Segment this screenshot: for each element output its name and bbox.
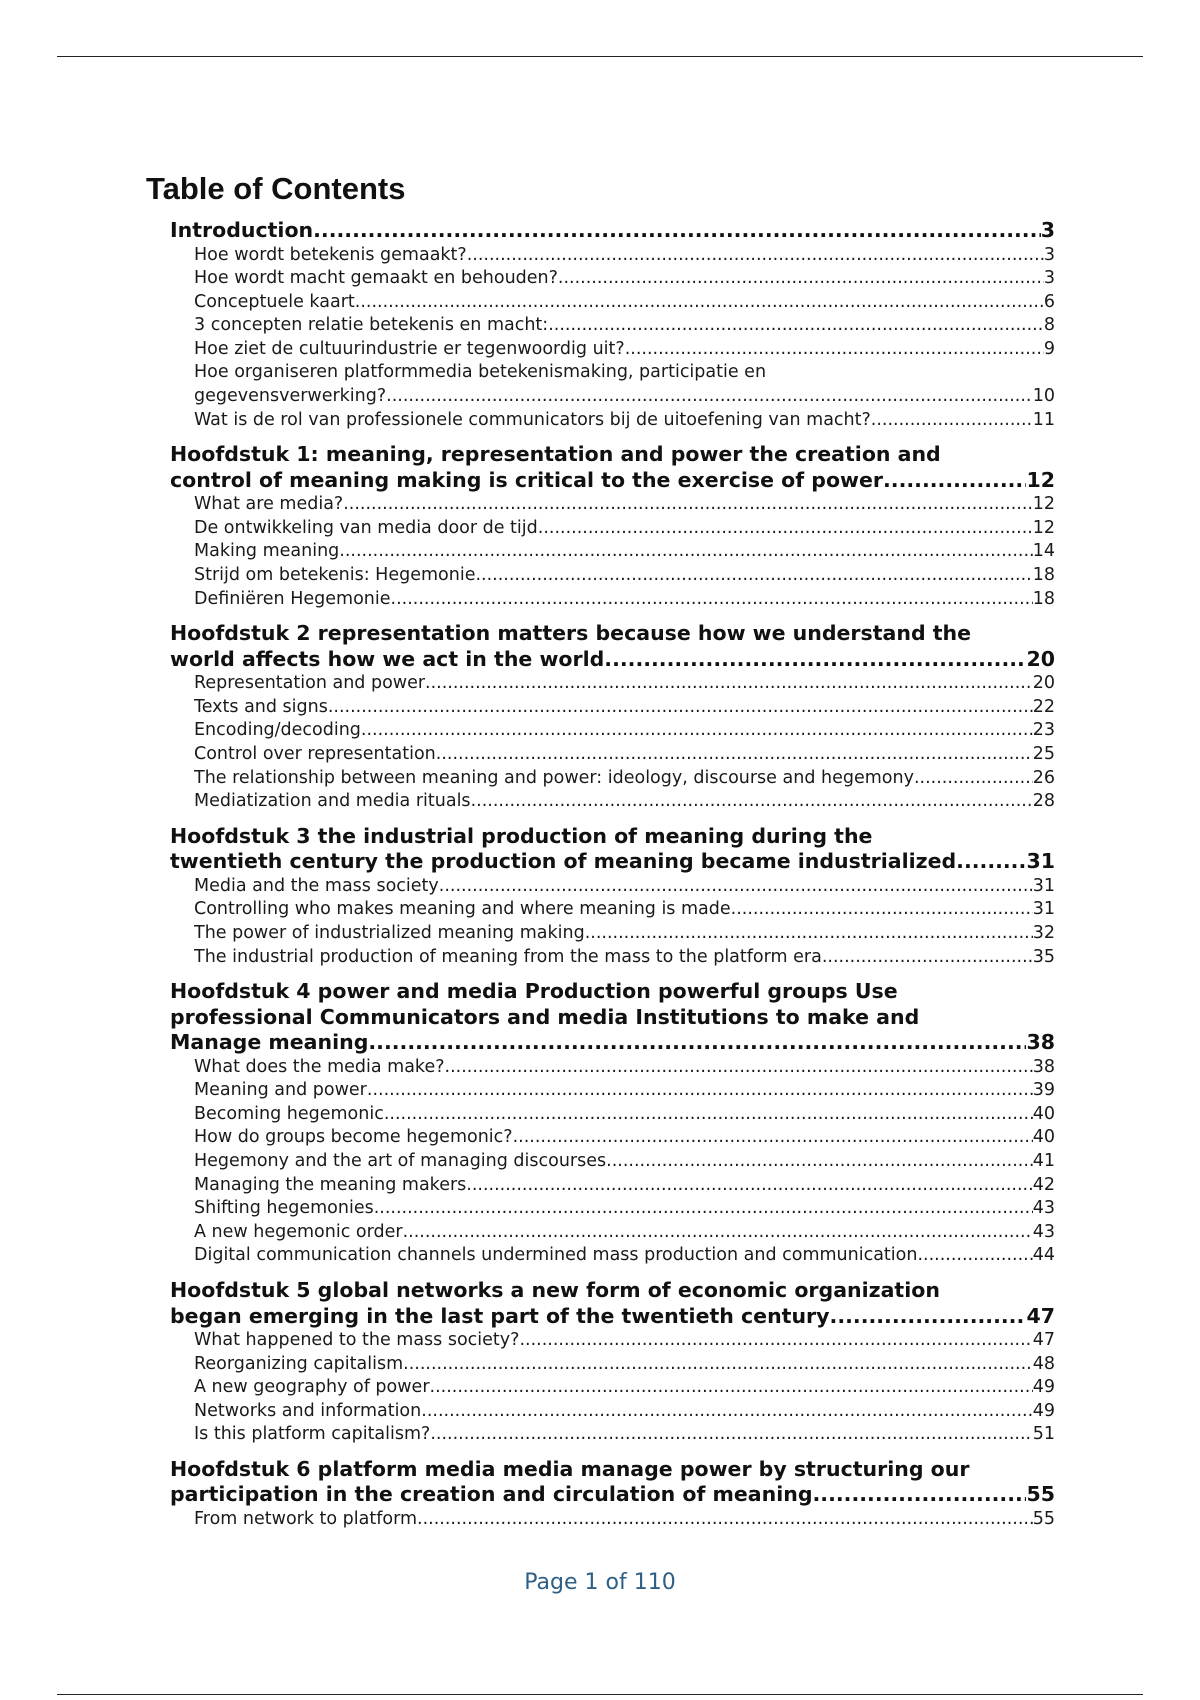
toc-chapter-title: twentieth century the production of meaning became industrialized (170, 849, 957, 874)
toc-section[interactable] (194, 1197, 1055, 1221)
toc-chapter[interactable] (170, 824, 1055, 875)
toc-chapter-title: Manage meaning (170, 1030, 369, 1055)
toc-section-title: Media and the mass society (194, 875, 439, 896)
toc-section-entry (194, 1508, 1055, 1532)
toc-section-page-number: 42 (1032, 1174, 1055, 1195)
toc-section[interactable] (194, 267, 1055, 291)
toc-section[interactable] (194, 1400, 1055, 1424)
toc-section-entry (194, 1174, 1055, 1198)
toc-section-entry (194, 1244, 1055, 1268)
toc-chapter-title: world affects how we act in the world (170, 646, 605, 671)
toc-chapter[interactable] (170, 979, 1055, 1056)
toc-section[interactable] (194, 719, 1055, 743)
toc-section-title: Controlling who makes meaning and where meaning is made (194, 899, 731, 920)
toc-section-page-number: 3 (1043, 268, 1055, 289)
dot-leader (430, 1376, 1033, 1400)
toc-section-entry (194, 1353, 1055, 1377)
toc-section[interactable] (194, 1244, 1055, 1268)
toc-section-page-number: 20 (1032, 673, 1055, 694)
toc-section[interactable] (194, 1221, 1055, 1245)
toc-section-title: Representation and power (194, 673, 426, 694)
toc-section-entry (194, 946, 1055, 970)
toc-chapter-title: Introduction (170, 218, 314, 242)
dot-leader (513, 1126, 1033, 1150)
toc-section-entry (194, 1197, 1055, 1221)
toc-section-title: Making meaning (194, 541, 340, 562)
toc-section-entry (194, 338, 1055, 362)
toc-section-page-number: 49 (1032, 1400, 1055, 1421)
toc-section[interactable] (194, 1079, 1055, 1103)
toc-section-title: Shifting hegemonies (194, 1198, 374, 1219)
toc-section[interactable] (194, 540, 1055, 564)
toc-section-entry (194, 922, 1055, 946)
toc-section-page-number: 40 (1032, 1103, 1055, 1124)
dot-leader (604, 647, 1026, 673)
toc-section-page-number: 12 (1032, 517, 1055, 538)
toc-section[interactable] (194, 588, 1055, 612)
toc-section-entry (194, 1103, 1055, 1127)
toc-chapter-entry (170, 468, 1055, 494)
toc-section-page-number: 44 (1032, 1245, 1055, 1266)
toc-section-page-number: 41 (1032, 1151, 1055, 1172)
toc-section-page-number: 26 (1032, 767, 1055, 788)
toc-chapter-title-line: Hoofdstuk 1: meaning, representation and power the creation and (170, 442, 941, 467)
toc-section-entry (194, 314, 1055, 338)
toc-section-entry (194, 1126, 1055, 1150)
footer-rule (57, 1694, 1143, 1695)
page-indicator: Page 1 of 110 (524, 1570, 676, 1595)
dot-leader (328, 696, 1033, 720)
toc-chapter-page-number: 3 (1040, 218, 1055, 242)
toc-section-page-number: 6 (1043, 291, 1055, 312)
toc-section-title: How do groups become hegemonic? (194, 1127, 513, 1148)
toc-section-page-number: 38 (1032, 1056, 1055, 1077)
toc-section-page-number: 8 (1043, 315, 1055, 336)
dot-leader (956, 849, 1026, 875)
toc-chapter-entry (170, 647, 1055, 673)
dot-leader (355, 291, 1044, 315)
toc-section-entry (194, 719, 1055, 743)
toc-section[interactable] (194, 875, 1055, 899)
toc-section-page-number: 18 (1032, 588, 1055, 609)
toc-chapter-title-line: Hoofdstuk 6 platform media media manage power by structuring our (170, 1456, 970, 1481)
toc-section-page-number: 28 (1032, 791, 1055, 812)
toc-section[interactable] (194, 1103, 1055, 1127)
dot-leader (871, 409, 1033, 433)
toc-section-entry (194, 1079, 1055, 1103)
toc-section-entry (194, 1376, 1055, 1400)
toc-section-title: Becoming hegemonic (194, 1103, 384, 1124)
dot-leader (361, 719, 1033, 743)
dot-leader (445, 1056, 1033, 1080)
toc-section[interactable] (194, 361, 1055, 408)
toc-section-page-number: 23 (1032, 720, 1055, 741)
dot-leader (606, 1150, 1033, 1174)
dot-leader (368, 1030, 1026, 1056)
toc-section-page-number: 22 (1032, 696, 1055, 717)
dot-leader (386, 385, 1033, 409)
toc-section-entry (194, 1221, 1055, 1245)
toc-section[interactable] (194, 696, 1055, 720)
toc-section-entry (194, 564, 1055, 588)
toc-section-title: Digital communication channels undermined mass production and communication (194, 1245, 918, 1266)
dot-leader (425, 672, 1033, 696)
toc-section-page-number: 40 (1032, 1127, 1055, 1148)
toc-section-title: Networks and information (194, 1400, 422, 1421)
toc-section-page-number: 32 (1032, 922, 1055, 943)
toc-section[interactable] (194, 314, 1055, 338)
dot-leader (731, 898, 1033, 922)
toc-chapter[interactable] (170, 621, 1055, 672)
toc-section-title-line: Hoe organiseren platformmedia betekenismaking, participatie en (194, 362, 767, 383)
toc-section-entry (194, 1056, 1055, 1080)
toc-section[interactable] (194, 1150, 1055, 1174)
dot-leader (384, 1103, 1033, 1127)
toc-section-title: Mediatization and media rituals (194, 791, 471, 812)
toc-section-title: The power of industrialized meaning making (194, 922, 585, 943)
toc-section[interactable] (194, 1126, 1055, 1150)
toc-section-page-number: 18 (1032, 565, 1055, 586)
toc-section-entry (194, 588, 1055, 612)
toc-chapter[interactable] (170, 1457, 1055, 1508)
toc-section-page-number: 43 (1032, 1198, 1055, 1219)
dot-leader (548, 314, 1044, 338)
toc-section[interactable] (194, 1353, 1055, 1377)
toc-section-title: What happened to the mass society? (194, 1330, 520, 1350)
toc-section[interactable] (194, 898, 1055, 922)
toc-chapter-title: began emerging in the last part of the twentieth century (170, 1303, 830, 1328)
toc-section-entry (194, 790, 1055, 814)
dot-leader (519, 1329, 1032, 1353)
toc-section-page-number: 14 (1032, 541, 1055, 562)
toc-section[interactable] (194, 338, 1055, 362)
toc-section-page-number: 31 (1032, 875, 1055, 896)
dot-leader (917, 1244, 1032, 1268)
toc-section-title: Is this platform capitalism? (194, 1424, 431, 1445)
toc-section-title: Meaning and power (194, 1080, 367, 1101)
toc-section-entry (194, 1423, 1055, 1447)
toc-section-title: Reorganizing capitalism (194, 1353, 404, 1374)
toc-section-entry (194, 291, 1055, 315)
dot-leader (339, 540, 1032, 564)
toc-section-title: Texts and signs (194, 696, 328, 717)
toc-chapter-title-line: Hoofdstuk 4 power and media Production powerful groups Use (170, 979, 898, 1004)
toc-section-entry (194, 267, 1055, 291)
toc-chapter-page-number: 38 (1026, 1030, 1055, 1055)
page-title: Table of Contents (146, 171, 406, 206)
header-rule (57, 56, 1143, 57)
dot-leader (625, 338, 1044, 362)
dot-leader (475, 564, 1032, 588)
dot-leader (403, 1353, 1033, 1377)
toc-section-title: What are media? (194, 494, 344, 515)
toc-section[interactable] (194, 946, 1055, 970)
toc-chapter-page-number: 55 (1026, 1482, 1055, 1507)
toc-section[interactable] (194, 517, 1055, 541)
toc-section-title: Control over representation (194, 744, 436, 764)
dot-leader (391, 588, 1033, 612)
toc-chapter-entry (170, 849, 1055, 875)
toc-section-page-number: 3 (1043, 244, 1055, 265)
toc-chapter-title-line: Hoofdstuk 2 representation matters because how we understand the (170, 621, 972, 646)
toc-section-title: 3 concepten relatie betekenis en macht: (194, 315, 549, 336)
dot-leader (914, 767, 1033, 791)
toc-section[interactable] (194, 790, 1055, 814)
toc-section-entry (194, 696, 1055, 720)
toc-section-page-number: 11 (1032, 409, 1055, 430)
dot-leader (313, 218, 1041, 244)
dot-leader (367, 1079, 1033, 1103)
dot-leader (343, 493, 1033, 517)
toc-section-page-number: 49 (1032, 1377, 1055, 1398)
toc-section-entry (194, 409, 1055, 433)
dot-leader (467, 244, 1044, 268)
dot-leader (830, 1304, 1027, 1330)
toc-section-page-number: 10 (1032, 386, 1055, 407)
toc-section-entry (194, 1400, 1055, 1424)
toc-section[interactable] (194, 1423, 1055, 1447)
toc-chapter[interactable] (170, 442, 1055, 493)
toc-section-title: Wat is de rol van professionele communicators bij de uitoefening van macht? (194, 409, 871, 430)
toc-section-entry (194, 1150, 1055, 1174)
toc-section-entry (194, 540, 1055, 564)
toc-chapter[interactable] (170, 218, 1055, 244)
toc-section[interactable] (194, 1508, 1055, 1532)
dot-leader (430, 1423, 1032, 1447)
toc-section-title: De ontwikkeling van media door de tijd (194, 517, 538, 538)
toc-chapter[interactable] (170, 1278, 1055, 1329)
dot-leader (421, 1400, 1032, 1424)
toc-section[interactable] (194, 922, 1055, 946)
toc-section-page-number: 39 (1032, 1080, 1055, 1101)
toc-section-title: What does the media make? (194, 1056, 445, 1077)
dot-leader (883, 468, 1026, 494)
dot-leader (822, 946, 1033, 970)
dot-leader (466, 1174, 1032, 1198)
toc-section-title: Managing the meaning makers (194, 1174, 467, 1195)
toc-section[interactable] (194, 672, 1055, 696)
toc-chapter-entry (170, 1304, 1055, 1330)
toc-chapter-entry (170, 1030, 1055, 1056)
toc-section-title: Hoe ziet de cultuurindustrie er tegenwoordig uit? (194, 338, 625, 359)
toc-section-title: Hegemony and the art of managing discourses (194, 1151, 607, 1172)
toc-chapter-entry (170, 1482, 1055, 1508)
toc-section-title: gegevensverwerking? (194, 386, 387, 407)
dot-leader (538, 517, 1033, 541)
toc-section-page-number: 51 (1032, 1424, 1055, 1445)
dot-leader (813, 1482, 1027, 1508)
toc-section-entry (194, 1329, 1055, 1353)
dot-leader (471, 790, 1033, 814)
toc-section-entry (194, 385, 1055, 409)
toc-chapter-page-number: 12 (1026, 467, 1055, 492)
toc-section-title: A new hegemonic order (194, 1221, 403, 1242)
toc-chapter-title: control of meaning making is critical to the exercise of power (170, 467, 884, 492)
dot-leader (585, 922, 1033, 946)
toc-section-page-number: 9 (1043, 338, 1055, 359)
toc-section-entry (194, 767, 1055, 791)
toc-section-page-number: 43 (1032, 1221, 1055, 1242)
dot-leader (558, 267, 1044, 291)
dot-leader (417, 1508, 1033, 1532)
toc-section-entry (194, 672, 1055, 696)
toc-section[interactable] (194, 1329, 1055, 1353)
toc-section[interactable] (194, 244, 1055, 268)
toc-section[interactable] (194, 743, 1055, 767)
toc-section-title: Definiëren Hegemonie (194, 588, 391, 609)
toc-chapter-page-number: 31 (1026, 849, 1055, 874)
toc-section[interactable] (194, 291, 1055, 315)
toc-section-page-number: 35 (1032, 946, 1055, 967)
dot-leader (374, 1197, 1033, 1221)
toc-section-title: The relationship between meaning and power: ideology, discourse and hegemony (194, 767, 914, 788)
toc-section-entry (194, 517, 1055, 541)
toc-section-page-number: 25 (1032, 744, 1055, 764)
toc-section-title: Conceptuele kaart (194, 291, 355, 312)
toc-section-page-number: 47 (1032, 1330, 1055, 1350)
toc-section[interactable] (194, 409, 1055, 433)
table-of-contents (170, 218, 1055, 1532)
toc-section[interactable] (194, 1056, 1055, 1080)
dot-leader (439, 875, 1033, 899)
toc-section-title: Hoe wordt betekenis gemaakt? (194, 244, 467, 265)
toc-chapter-page-number: 47 (1026, 1303, 1055, 1328)
toc-section-title: Hoe wordt macht gemaakt en behouden? (194, 268, 558, 289)
toc-section-entry (194, 244, 1055, 268)
toc-chapter-title-line: Hoofdstuk 3 the industrial production of meaning during the (170, 823, 873, 848)
toc-section-title: The industrial production of meaning from the mass to the platform era (194, 946, 822, 967)
toc-chapter-title-line: professional Communicators and media Institutions to make and (170, 1004, 920, 1029)
toc-section[interactable] (194, 493, 1055, 517)
toc-section-page-number: 31 (1032, 899, 1055, 920)
toc-section-entry (194, 898, 1055, 922)
toc-section[interactable] (194, 1174, 1055, 1198)
toc-section-page-number: 55 (1032, 1508, 1055, 1529)
toc-section-entry (194, 743, 1055, 767)
dot-leader (403, 1221, 1033, 1245)
toc-section[interactable] (194, 564, 1055, 588)
toc-chapter-title-line: Hoofdstuk 5 global networks a new form of economic organization (170, 1278, 940, 1302)
toc-chapter-title: participation in the creation and circulation of meaning (170, 1482, 813, 1507)
toc-section-title: Strijd om betekenis: Hegemonie (194, 565, 476, 586)
toc-chapter-page-number: 20 (1026, 646, 1055, 671)
toc-section[interactable] (194, 1376, 1055, 1400)
toc-section-entry (194, 493, 1055, 517)
toc-section-title: A new geography of power (194, 1377, 430, 1398)
toc-section-entry (194, 875, 1055, 899)
toc-section-page-number: 48 (1032, 1353, 1055, 1374)
toc-section-title: From network to platform (194, 1508, 418, 1529)
toc-section-title: Encoding/decoding (194, 720, 361, 741)
toc-section-page-number: 12 (1032, 494, 1055, 515)
toc-section[interactable] (194, 767, 1055, 791)
toc-chapter-entry (170, 218, 1055, 244)
dot-leader (436, 743, 1033, 767)
